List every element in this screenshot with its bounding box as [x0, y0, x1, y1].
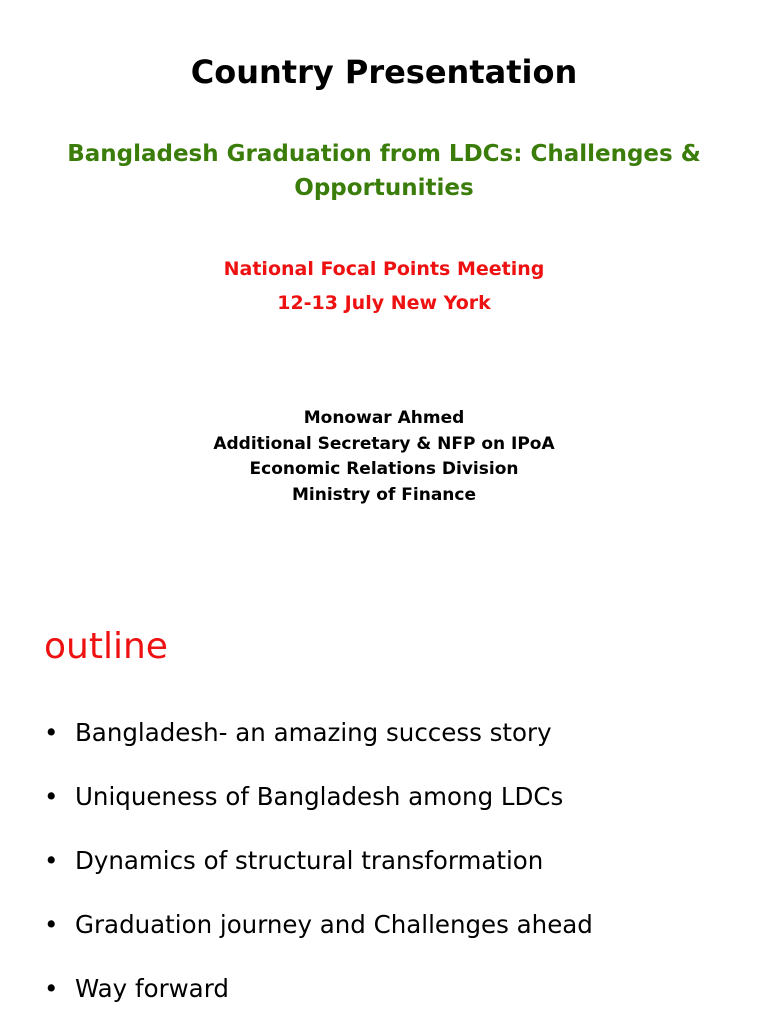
presenter-ministry: Ministry of Finance — [291, 484, 477, 505]
slide-title: Country Presentation — [190, 53, 578, 91]
presenter-block — [0, 406, 768, 508]
presenter-division: Economic Relations Division — [249, 459, 519, 479]
bullet-icon: • — [44, 846, 59, 875]
bullet-icon: • — [44, 910, 59, 939]
bullet-icon: • — [44, 718, 59, 747]
list-item-text: Graduation journey and Challenges ahead — [75, 910, 593, 939]
list-item-text: Uniqueness of Bangladesh among LDCs — [75, 782, 564, 811]
meeting-date-location: 12-13 July New York — [277, 292, 491, 314]
meeting-info — [0, 252, 768, 320]
outline-heading: outline — [44, 626, 168, 667]
bullet-icon: • — [44, 974, 59, 1003]
slide-subtitle: Bangladesh Graduation from LDCs: Challenges & Opportunities — [67, 141, 701, 201]
presenter-role: Additional Secretary & NFP on IPoA — [213, 433, 555, 454]
list-item-text: Bangladesh- an amazing success story — [75, 718, 552, 747]
outline-slide — [0, 600, 768, 1024]
list-item-text: Way forward — [75, 974, 229, 1003]
meeting-name: National Focal Points Meeting — [223, 258, 545, 280]
bullet-icon: • — [44, 782, 59, 811]
presenter-name: Monowar Ahmed — [303, 408, 465, 428]
list-item-text: Dynamics of structural transformation — [75, 846, 544, 875]
